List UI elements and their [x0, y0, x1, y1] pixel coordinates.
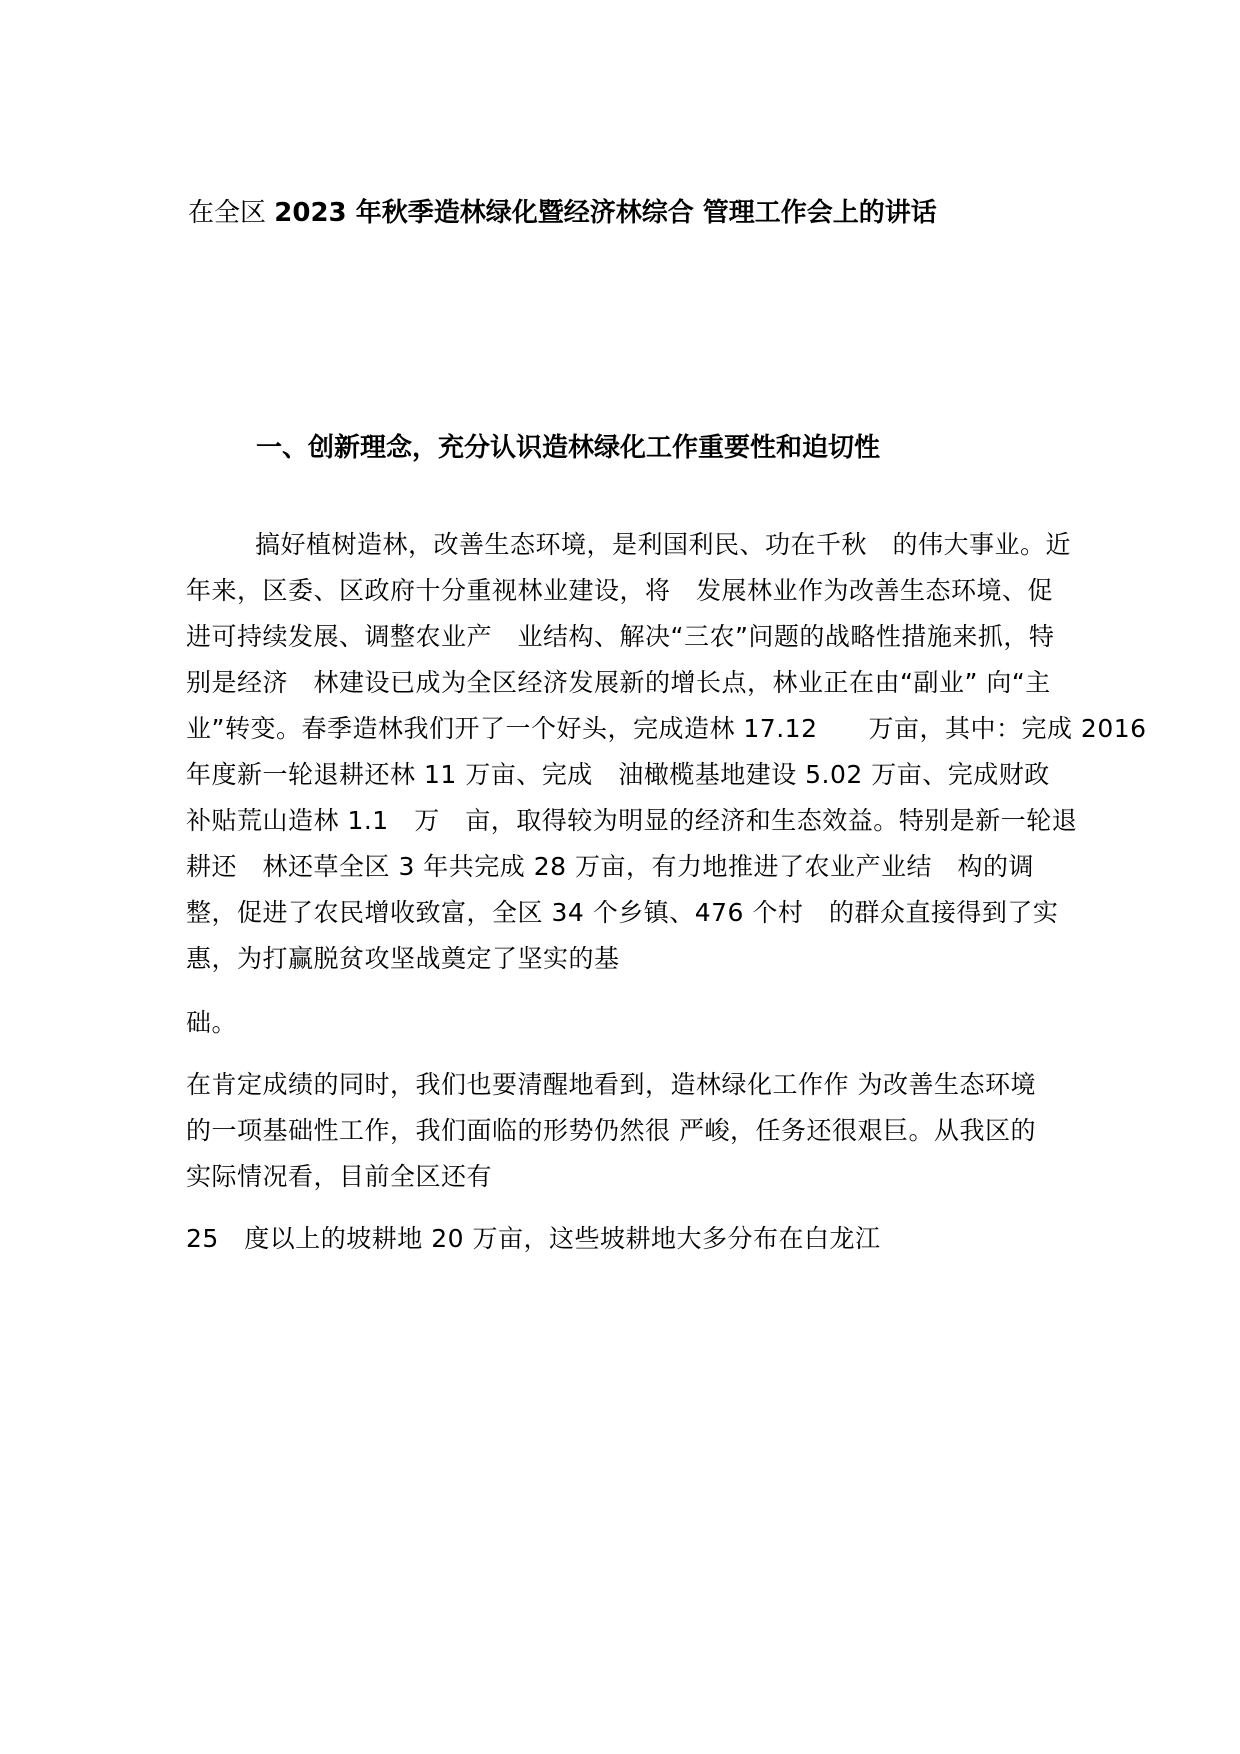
paragraph-1-line: 年度新一轮退耕还林 11 万亩、完成 油橄榄基地建设 5.02 万亩、完成财政 [186, 760, 1050, 789]
paragraph-1-tail: 础。 [186, 1008, 238, 1037]
paragraph-1-line: 补贴荒山造林 1.1 万 亩，取得较为明显的经济和生态效益。特别是新一轮退 [186, 806, 1078, 835]
paragraph-1-line: 惠，为打赢脱贫攻坚战奠定了坚实的基 [186, 944, 620, 973]
paragraph-1-line: 进可持续发展、调整农业产 业结构、解决“三农”问题的战略性措施来抓，特 [186, 622, 1055, 651]
paragraph-1-line: 业”转变。春季造林我们开了一个好头，完成造林 17.12 万亩，其中：完成 2016 [186, 714, 1147, 743]
paragraph-2-line: 的一项基础性工作，我们面临的形势仍然很 严峻，任务还很艰巨。从我区的 [186, 1116, 1036, 1145]
paragraph-1-line: 别是经济 林建设已成为全区经济发展新的增长点，林业正在由“副业” 向“主 [186, 668, 1051, 697]
paragraph-3-line: 25 度以上的坡耕地 20 万亩，这些坡耕地大多分布在白龙江 [186, 1224, 881, 1253]
document-title-main: 2023 年秋季造林绿化暨经济林综合 管理工作会上的讲话 [274, 198, 937, 228]
paragraph-1-line: 整，促进了农民增收致富，全区 34 个乡镇、476 个村 的群众直接得到了实 [186, 898, 1059, 927]
paragraph-2-line: 实际情况看，目前全区还有 [186, 1162, 493, 1191]
paragraph-2-line: 在肯定成绩的同时，我们也要清醒地看到，造林绿化工作作 为改善生态环境 [186, 1070, 1036, 1099]
section-heading: 一、创新理念，充分认识造林绿化工作重要性和迫切性 [256, 433, 881, 463]
paragraph-1-line: 搞好植树造林，改善生态环境，是利国利民、功在千秋 的伟大事业。近 [255, 530, 1072, 559]
paragraph-1-line: 年来，区委、区政府十分重视林业建设，将 发展林业作为改善生态环境、促 [186, 576, 1054, 605]
document-title-prefix: 在全区 [188, 198, 267, 228]
document-title [188, 195, 937, 231]
paragraph-1-line: 耕还 林还草全区 3 年共完成 28 万亩，有力地推进了农业产业结 构的调 [186, 852, 1035, 881]
